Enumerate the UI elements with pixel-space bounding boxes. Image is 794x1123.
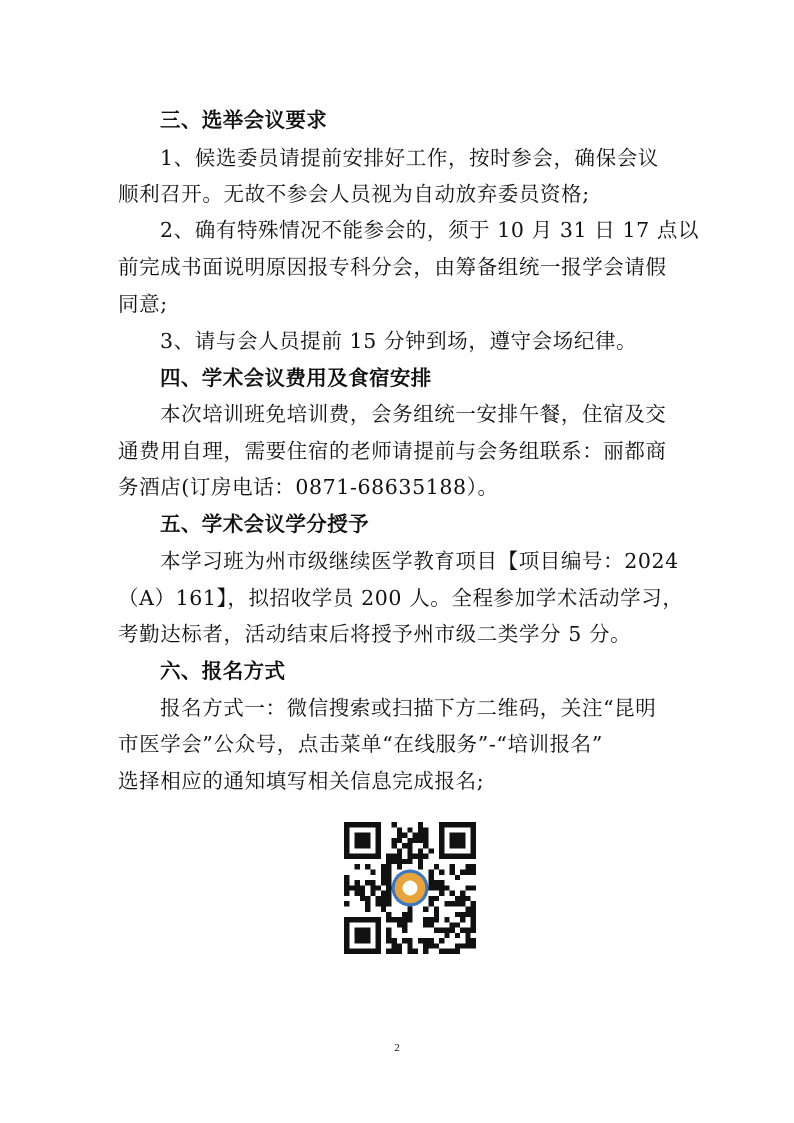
paragraph-line: 1、候选委员请提前安排好工作，按时参会，确保会议 <box>160 146 659 170</box>
section-heading-3: 三、选举会议要求 <box>160 108 328 132</box>
section-heading-4: 四、学术会议费用及食宿安排 <box>160 366 432 390</box>
paragraph-line: 本学习班为州市级继续医学教育项目【项目编号：2024 <box>160 549 679 573</box>
paragraph-line: 考勤达标者，活动结束后将授予州市级二类学分 5 分。 <box>118 622 632 646</box>
paragraph-line: 同意; <box>118 292 168 316</box>
paragraph-line: 报名方式一：微信搜索或扫描下方二维码，关注“昆明 <box>160 696 657 720</box>
paragraph-line: 顺利召开。无故不参会人员视为自动放弃委员资格; <box>118 182 590 206</box>
paragraph-line: 市医学会”公众号，点击菜单“在线服务”-“培训报名” <box>118 732 603 756</box>
paragraph-line: 前完成书面说明原因报专科分会，由筹备组统一报学会请假 <box>118 255 667 279</box>
paragraph-line: 3、请与会人员提前 15 分钟到场，遵守会场纪律。 <box>160 329 638 353</box>
paragraph-line: 本次培训班免培训费，会务组统一安排午餐，住宿及交 <box>160 402 667 426</box>
qr-code-icon[interactable] <box>344 822 476 954</box>
paragraph-line: （A）161】，拟招收学员 200 人。全程参加学术活动学习， <box>118 586 684 610</box>
section-heading-5: 五、学术会议学分授予 <box>160 512 369 536</box>
paragraph-line: 务酒店(订房电话：0871-68635188）。 <box>118 475 499 499</box>
page-number: 2 <box>394 1042 400 1054</box>
paragraph-line: 通费用自理，需要住宿的老师请提前与会务组联系：丽都商 <box>118 439 667 463</box>
paragraph-line: 选择相应的通知填写相关信息完成报名; <box>118 769 485 793</box>
section-heading-6: 六、报名方式 <box>160 659 286 683</box>
paragraph-line: 2、确有特殊情况不能参会的，须于 10 月 31 日 17 点以 <box>160 218 700 242</box>
